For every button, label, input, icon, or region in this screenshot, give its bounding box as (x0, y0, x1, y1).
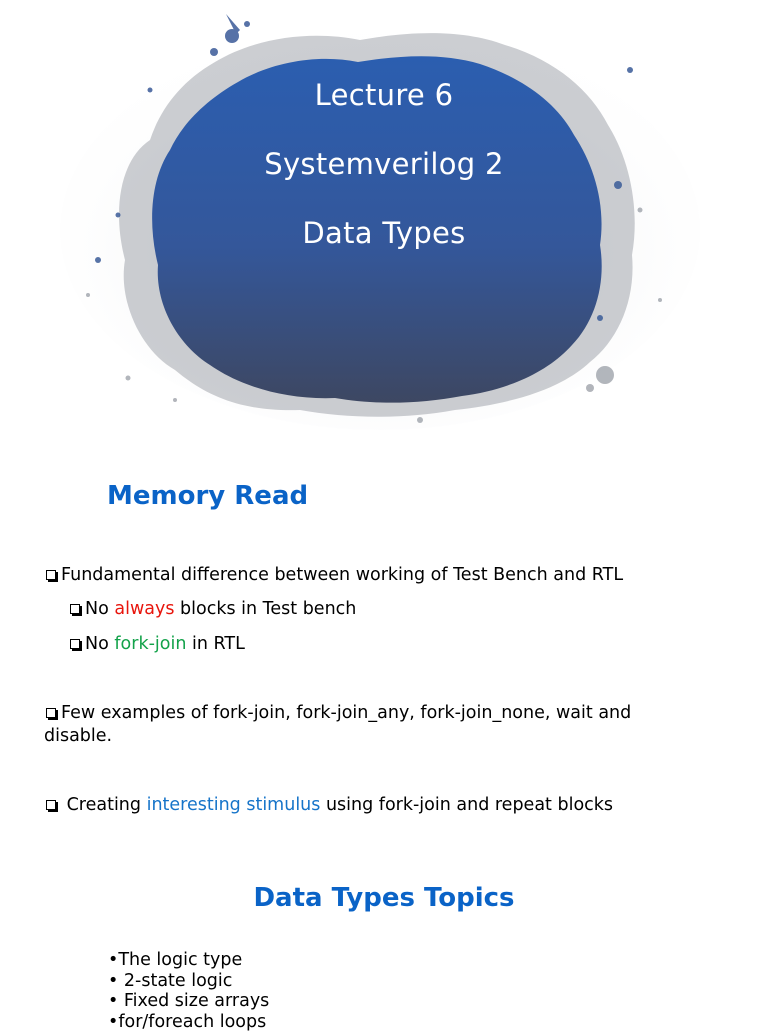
highlight-text: fork-join (114, 634, 187, 654)
slide-heading: Data Types Topics (253, 883, 515, 913)
title-line-1: Lecture 6 (314, 78, 454, 112)
topic-item: •for/foreach loops (108, 1012, 267, 1032)
slide-heading: Memory Read (107, 481, 309, 511)
bullet-item: No always blocks in Test bench (70, 598, 356, 621)
checkbox-bullet-icon (70, 604, 80, 614)
bullet-item: No fork-join in RTL (70, 633, 245, 656)
highlight-text: interesting stimulus (146, 795, 321, 815)
bullet-continuation: disable. (44, 726, 113, 746)
topic-item: • Fixed size arrays (108, 991, 270, 1011)
bullet-item: Few examples of fork-join, fork-join_any, fork-join_none, wait and (46, 702, 631, 725)
title-line-3: Data Types (302, 216, 466, 250)
topic-item: • 2-state logic (108, 971, 233, 991)
bullet-item: Fundamental difference between working of Test Bench and RTL (46, 564, 623, 587)
checkbox-bullet-icon (46, 570, 56, 580)
title-slide (0, 0, 768, 432)
title-line-2: Systemverilog 2 (264, 147, 504, 181)
bullet-item: Creating interesting stimulus using fork-join and repeat blocks (46, 794, 613, 817)
topic-item: •The logic type (108, 950, 243, 970)
highlight-text: always (114, 599, 175, 619)
checkbox-bullet-icon (70, 639, 80, 649)
checkbox-bullet-icon (46, 800, 56, 810)
checkbox-bullet-icon (46, 708, 56, 718)
